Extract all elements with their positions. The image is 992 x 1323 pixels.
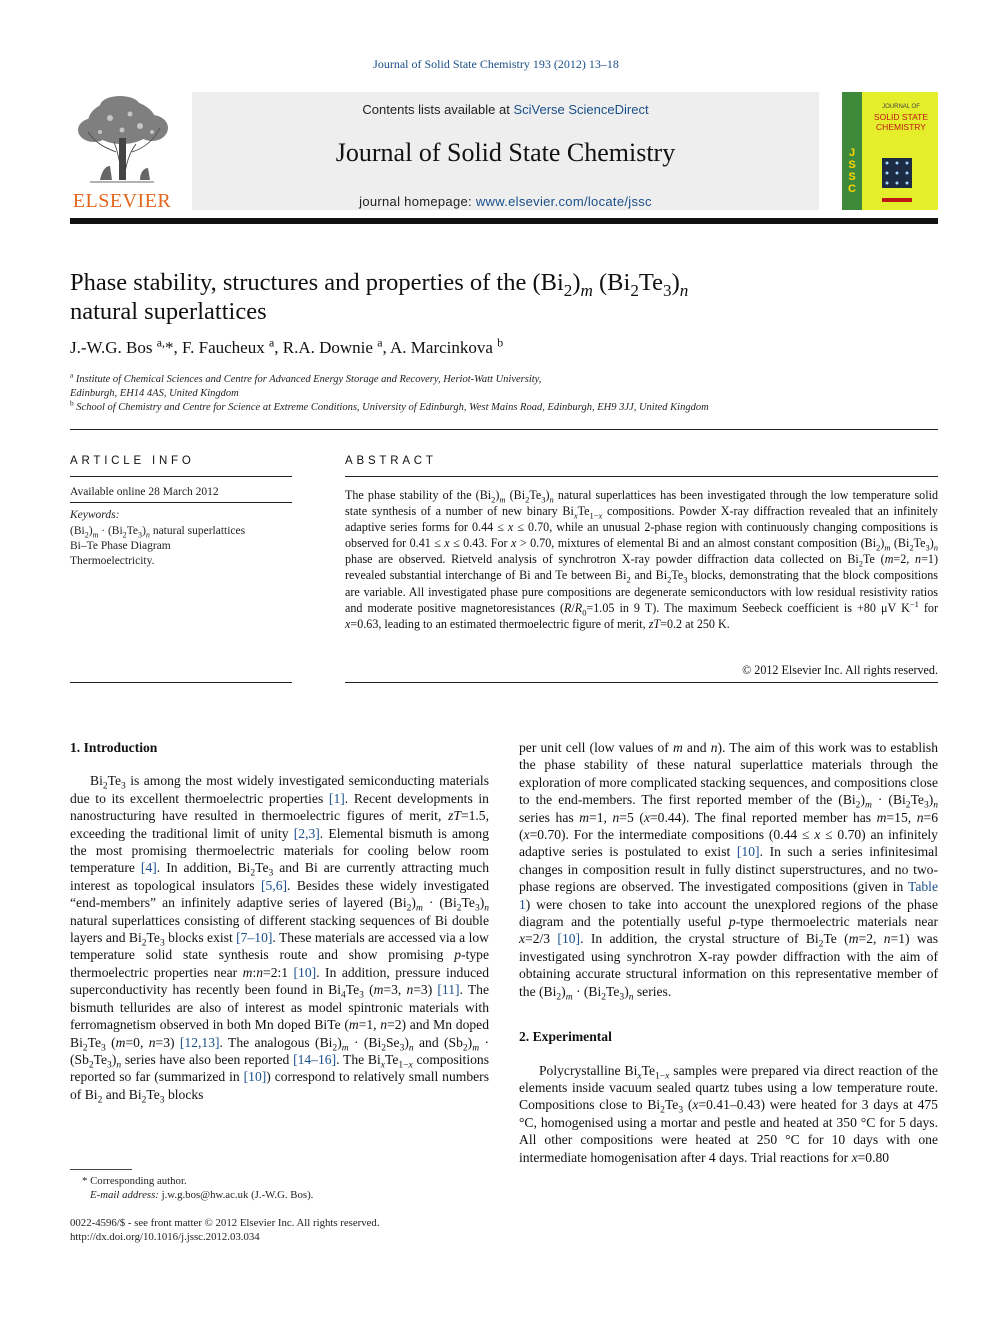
cover-spine-label: J S S C (848, 147, 856, 195)
reference-link[interactable]: [10] (557, 931, 581, 947)
article-info-rule-mid (70, 502, 292, 503)
article-info-rule-bottom (70, 682, 292, 683)
cover-crystal-image (882, 158, 912, 188)
reference-link[interactable]: [10] (736, 844, 760, 860)
cover-publisher-mark (882, 198, 912, 202)
author-list: J.-W.G. Bos $^{a,}$*, F. Faucheux $^a$, R.A. Downie $^a$, A. Marcinkova $^b$ (70, 335, 504, 357)
experimental-paragraph-1: Polycrystalline $Bi_xTe_{1-x}$ samples were prepared via direct reaction of the elements inside vacuum sealed quartz tubes using a low temperature route. Compositions close to $Bi_2Te_3$ (x=0.41–0.43) were heated for 3 days at 475 °C, homogenised using a mortar and pestle and heated at 350 °C for 5 days. All other compositions were heated at 250 °C for 10 days with one intermediate homogenisation after 4 days. Trial reactions for x=0.80 (519, 1062, 938, 1165)
sciencedirect-link[interactable]: SciVerse ScienceDirect (513, 102, 649, 117)
reference-link[interactable]: [5,6] (261, 877, 288, 893)
journal-banner (192, 92, 819, 210)
reference-link[interactable]: [10] (243, 1069, 267, 1085)
reference-link[interactable]: [2,3] (293, 825, 320, 841)
contents-line (192, 102, 819, 117)
journal-cover-thumbnail[interactable] (842, 92, 938, 210)
masthead (70, 92, 938, 212)
issn-line: 0022-4596/$ - see front matter © 2012 Elsevier Inc. All rights reserved. (70, 1217, 380, 1229)
cover-title-main: SOLID STATE CHEMISTRY (873, 112, 928, 132)
homepage-link[interactable]: www.elsevier.com/locate/jssc (475, 194, 652, 209)
cover-title (867, 102, 935, 132)
reference-link[interactable]: [4] (140, 860, 157, 876)
abstract-heading: ABSTRACT (345, 455, 437, 467)
elsevier-wordmark: ELSEVIER (72, 190, 172, 212)
article-info-heading: ARTICLE INFO (70, 455, 195, 467)
journal-citation[interactable]: Journal of Solid State Chemistry 193 (2012) 13–18 (373, 57, 619, 71)
article-info-rule-top (70, 476, 292, 477)
reference-link[interactable]: [10] (293, 964, 317, 980)
corresponding-author-note: * Corresponding author. (82, 1175, 187, 1187)
contents-prefix: Contents lists available at (362, 102, 514, 117)
introduction-heading: 1. Introduction (70, 740, 158, 755)
reference-link[interactable]: [1] (328, 790, 345, 806)
reference-link[interactable]: [12,13] (179, 1034, 220, 1050)
affiliation-rule (70, 429, 938, 430)
affiliation-a: $^a$ Institute of Chemical Sciences and Centre for Advanced Energy Storage and Recovery, Heriot-Watt University, Edinburgh, EH14 4AS, United Kingdom (70, 370, 542, 399)
keywords-list: $(Bi_2)_m \cdot (Bi_2Te_3)_n$ natural superlattices Bi–Te Phase Diagram Thermoelectricity. (70, 525, 246, 567)
experimental-heading: 2. Experimental (519, 1029, 612, 1045)
keywords-label: Keywords: (70, 509, 120, 521)
cover-title-top: JOURNAL OF (882, 104, 920, 110)
masthead-rule (70, 218, 938, 224)
abstract-rule-bottom (345, 682, 938, 683)
intro-paragraph-continued: per unit cell (low values of m and n). The aim of this work was to establish the phase stability of these natural superlattice materials through the exploration of more complicated stacking sequences, and compositions close to the end-members. The first reported member of the $(Bi_2)_m \cdot (Bi_2Te_3)_n$ series has m=1, n=5 (x=0.44). The final reported member has m=15, n=6 (x=0.70). For the intermediate compositions (0.44 ≤ x ≤ 0.70) an infinitely adaptive series is postulated to exist [10]. In such a series infinitesimal changes in composition result in fully distinct superstructures, and no two-phase regions are observed. The investigated compositions (given in Table 1) were chosen to take into account the unexplored regions of the phase diagram and the potentially useful p-type thermoelectric materials near x=2/3 [10]. In addition, the crystal structure of $Bi_2Te$ (m=2, n=1) was investigated using synchrotron X-ray powder diffraction with the aim of obtaining accurate structural information on this representative member of the $(Bi_2)_m \cdot (Bi_2Te_3)_n$ series. (519, 740, 939, 1003)
journal-name: Journal of Solid State Chemistry (335, 138, 676, 167)
reference-link[interactable]: [11] (437, 982, 460, 998)
left-column (70, 739, 490, 1106)
abstract-text: The phase stability of the $(Bi_2)_m$ $(Bi_2Te_3)_n$ natural superlattices has been investigated through the low temperature solid state synthesis of a number of new binary $Bi_xTe_{1-x}$ compositions. Powder X-ray diffraction revealed that an infinitely adaptive series forms for 0.44 ≤ x ≤ 0.70, while an unusual 2-phase region with continuously changing compositions is observed for 0.41 ≤ x ≤ 0.43. For x > 0.70, mixtures of elemental Bi and an almost constant composition $(Bi_2)_m$ $(Bi_2Te_3)_n$ phase are observed. Rietveld analysis of synchrotron X-ray powder diffraction data collected on $Bi_2Te$ (m=2, n=1) revealed substantial interchange of Bi and Te between $Bi_2$ and $Bi_2Te_3$ blocks, demonstrating that the block compositions are variable. All investigated phase pure compositions are degenerate semiconductors with low residual resistivity ratios and moderate positive magnetoresistances ($R/R_0=1.05$ in 9 T). The maximum Seebeck coefficient is +80 μV $K^{-1}$ for x=0.63, leading to an estimated thermoelectric figure of merit, zT=0.2 at 250 K. (345, 488, 939, 631)
footnote-rule (70, 1169, 132, 1170)
article-title: Phase stability, structures and properties of the $(Bi_2)_m$ $(Bi_2Te_3)_n$ natural superlattices (70, 269, 689, 325)
intro-paragraph-1: $Bi_2Te_3$ is among the most widely investigated semiconducting materials due to its excellent thermoelectric properties [1]. Recent developments in nanostructuring have resulted in thermoelectric figures of merit, zT=1.5, exceeding the traditional limit of unity [2,3]. Elemental bismuth is among the most promising thermoelectric materials for cooling below room temperature [4]. In addition, $Bi_2Te_3$ and Bi are currently attracting much interest as topological insulators [5,6]. Besides these widely investigated “end-members” an infinitely adaptive series of layered $(Bi_2)_m \cdot (Bi_2Te_3)_n$ natural superlattices consisting of different stacking sequences of Bi double layers and $Bi_2Te_3$ blocks exist [7–10]. These materials are accessed via a low temperature solid state synthesis route and show promising p-type thermoelectric properties near m:n=2:1 [10]. In addition, pressure induced superconductivity has recently been found in $Bi_4Te_3$ (m=3, n=3) [11]. The bismuth tellurides are also of interest as model spintronic materials with ferromagnetism observed in both Mn doped BiTe (m=1, n=2) and Mn doped $Bi_2Te_3$ (m=0, n=3) [12,13]. The analogous $(Bi_2)_m \cdot (Bi_2Se_3)_n$ and $(Sb_2)_m \cdot (Sb_2Te_3)_n$ series have also been reported [14–16]. The $Bi_xTe_{1-x}$ compositions reported so far (summarized in [10]) correspond to relatively small numbers of $Bi_2$ and $Bi_2Te_3$ blocks (70, 773, 490, 1106)
available-online: Available online 28 March 2012 (70, 486, 219, 498)
abstract-rule-top (345, 476, 938, 477)
abstract-copyright: © 2012 Elsevier Inc. All rights reserved. (742, 663, 938, 677)
email-label: E-mail address: (90, 1189, 159, 1201)
reference-link[interactable]: [14–16] (293, 1051, 337, 1067)
homepage-line (192, 194, 819, 209)
affiliation-b: $^b$ School of Chemistry and Centre for Science at Extreme Conditions, University of Edinburgh, West Mains Road, Edinburgh, EH9 3JJ, United Kingdom (70, 398, 709, 413)
email-note (90, 1188, 510, 1202)
doi-link[interactable]: http://dx.doi.org/10.1016/j.jssc.2012.03.034 (70, 1231, 260, 1243)
right-column (519, 739, 938, 1166)
reference-link[interactable]: Table 1 (519, 879, 938, 912)
reference-link[interactable]: [7–10] (236, 930, 273, 946)
email-address[interactable]: j.w.g.bos@hw.ac.uk (J.-W.G. Bos). (158, 1189, 314, 1201)
homepage-prefix: journal homepage: (359, 194, 476, 209)
